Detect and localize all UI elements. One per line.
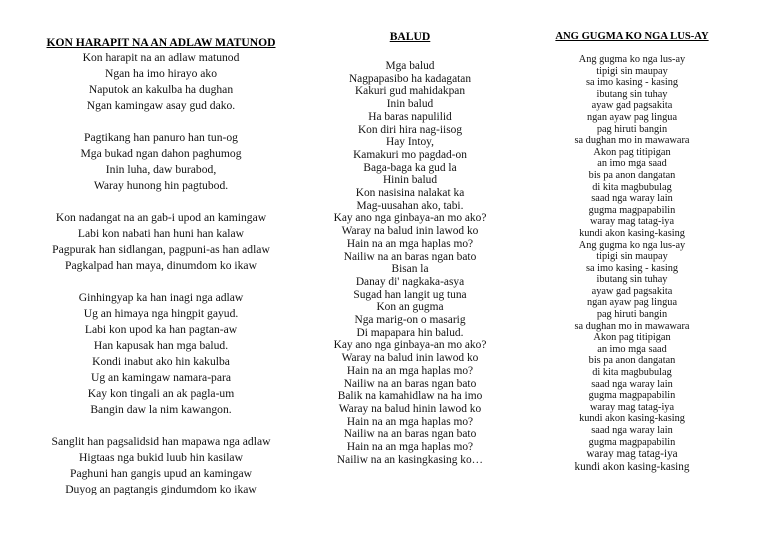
poem-line: Kon nadangat na an gab-i upod an kamingaw (55, 211, 267, 224)
poem-line: Inin balud (386, 98, 434, 111)
poem-column-kon-harapit (30, 0, 292, 495)
poem-line: Nailiw na an baras ngan bato (343, 377, 477, 390)
poem-line: Ginhingyap ka han inagi nga adlaw (78, 291, 244, 304)
poem-line: waray mag tatag-iya (586, 448, 678, 461)
poem-line: saad nga waray lain (591, 193, 673, 205)
poem-line: Hain na an mga haplas mo? (346, 441, 474, 454)
stanza-break (30, 274, 292, 290)
poem-line: Naputok an kakulba ha dughan (88, 83, 234, 96)
poem-body (528, 54, 736, 448)
poem-line: Nailiw na an kasingkasing ko… (336, 453, 484, 466)
poem-body (30, 50, 292, 495)
poem-line: Balik na kamahidlaw na ha imo (337, 390, 483, 403)
poem-line: bis pa anon dangatan (588, 355, 676, 367)
poem-line: gugma magpapabilin (588, 390, 676, 402)
poem-line: waray mag tatag-iya (589, 216, 675, 228)
poem-line: Kamakuri mo pagdad-on (353, 148, 467, 161)
poem-line: Kon diri hira nag-iisog (357, 123, 463, 136)
poem-line: Waray na balud hinin lawod ko (338, 402, 482, 415)
poem-line: saad nga waray lain (591, 378, 673, 390)
poem-line: kundi akon kasing-kasing (579, 413, 685, 425)
poem-line: Bangin daw la nim kawangon. (90, 403, 232, 416)
poem-line: Bisan la (391, 263, 429, 276)
poem-line: sa dughan mo in mawawara (574, 135, 690, 147)
poem-line: ayaw gad pagsakita (591, 100, 673, 112)
poem-line: gugma magpapabilin (588, 204, 676, 216)
poem-line: Nga marig-on o masarig (354, 314, 466, 327)
poem-line: Duyog an pagtangis gindumdom ko ikaw (65, 483, 257, 495)
poem-line: Han kapusak han mga balud. (93, 339, 229, 352)
poem-line: Kon harapit na an adlaw matunod (82, 51, 240, 64)
stanza-break (30, 114, 292, 130)
poem-line: Kon an gugma (376, 301, 444, 314)
poem-line: an imo mga saad (597, 343, 667, 355)
poem-line: tipigi sin maupay (596, 251, 668, 263)
poem-line: Hain na an mga haplas mo? (346, 364, 474, 377)
poem-line: Pagkalpad han maya, dinumdom ko ikaw (65, 259, 257, 272)
poem-line: Inin luha, daw burabod, (105, 163, 217, 176)
poem-line: Nagpapasibo ha kadagatan (348, 72, 472, 85)
poem-tail (528, 448, 736, 474)
poem-line: Pagpurak han sidlangan, pagpuni-as han adlaw (52, 243, 270, 256)
poem-line: saad nga waray lain (591, 425, 673, 436)
poem-line: Baga-baga ka gud la (363, 161, 457, 174)
poem-body (300, 60, 520, 467)
poem-line: Ug an kamingaw namara-para (90, 371, 232, 384)
poem-line: Nailiw na an baras ngan bato (343, 250, 477, 263)
poem-line: bis pa anon dangatan (588, 169, 676, 181)
poem-line: gugma magpapabilin (588, 436, 676, 448)
poem-line: sa imo kasing - kasing (585, 77, 679, 89)
poem-line: an imo mga saad (597, 158, 667, 170)
poem-line: Hay Intoy, (386, 136, 434, 149)
poem-line: ayaw gad pagsakita (591, 285, 673, 297)
poem-column-ang-gugma (528, 0, 736, 474)
poem-line: Ug an himaya nga hingpit gayud. (83, 307, 239, 320)
poem-line: Akon pag titipigan (593, 332, 671, 344)
poem-line: Sugad han langit ug tuna (353, 288, 467, 301)
poem-line: Paghuni han gangis upud an kamingaw (70, 467, 252, 480)
poem-line: Mag-uusahan ako, tabi. (356, 199, 464, 212)
poem-line: Kakuri gud mahidakpan (354, 85, 466, 98)
poem-line: Nailiw na an baras ngan bato (343, 428, 477, 441)
poem-line: Sanglit han pagsalidsid han mapawa nga adlaw (51, 435, 271, 448)
poem-line: Ngan kamingaw asay gud dako. (86, 99, 236, 112)
poem-line: Kondi inabut ako hin kakulba (92, 355, 230, 368)
poem-line: Kon nasisina nalakat ka (355, 187, 465, 200)
poem-line: kundi akon kasing-kasing (579, 227, 685, 239)
poem-line: Higtaas nga bukid luub hin kasilaw (79, 451, 243, 464)
poem-line: Waray na balud inin lawod ko (341, 225, 479, 238)
poem-line: kundi akon kasing-kasing (574, 461, 690, 474)
poem-line: ibutang sin tuhay (596, 274, 668, 286)
poem-line: waray mag tatag-iya (589, 401, 675, 413)
poem-line: Kay kon tingali an ak pagla-um (87, 387, 235, 400)
stanza-break (30, 194, 292, 210)
poem-line: ibutang sin tuhay (596, 88, 668, 100)
poem-line: Pagtikang han panuro han tun-og (84, 131, 238, 144)
poem-line: di kita magbubulag (592, 181, 672, 193)
poem-line: Mga balud (385, 60, 435, 72)
poem-line: Ang gugma ko nga lus-ay (578, 239, 686, 251)
poem-line: sa imo kasing - kasing (585, 262, 679, 274)
poem-line: di kita magbubulag (592, 367, 672, 379)
poem-line: Hain na an mga haplas mo? (346, 415, 474, 428)
poem-line: tipigi sin maupay (596, 65, 668, 77)
poem-line: Hinin balud (382, 174, 438, 187)
poem-line: ngan ayaw pag lingua (586, 297, 678, 309)
poem-line: Waray na balud inin lawod ko (341, 352, 479, 365)
poem-line: Kay ano nga ginbaya-an mo ako? (333, 339, 487, 352)
poem-line: Mga bukad ngan dahon paghumog (80, 147, 242, 160)
poem-line: Waray hunong hin pagtubod. (93, 179, 229, 192)
poem-line: Danay di' nagkaka-asya (355, 275, 465, 288)
poem-line: Ngan ha imo hirayo ako (104, 67, 218, 80)
poem-line: Labi kon upod ka han pagtan-aw (84, 323, 238, 336)
poem-column-balud (300, 0, 520, 467)
poem-title: ANG GUGMA KO NGA LUS-AY (555, 31, 709, 42)
poem-line: Ha baras napulilid (368, 110, 452, 123)
poem-line: Labi kon nabati han huni han kalaw (77, 227, 245, 240)
poem-title: BALUD (389, 30, 431, 43)
poem-line: Hain na an mga haplas mo? (346, 237, 474, 250)
poem-line: sa dughan mo in mawawara (574, 320, 690, 332)
poem-line: ngan ayaw pag lingua (586, 111, 678, 123)
poem-line: pag hiruti bangin (596, 309, 668, 321)
stanza-break (30, 418, 292, 434)
poem-line: Akon pag titipigan (593, 146, 671, 158)
poem-line: pag hiruti bangin (596, 123, 668, 135)
poem-line: Kay ano nga ginbaya-an mo ako? (333, 212, 487, 225)
poem-line: Ang gugma ko nga lus-ay (578, 54, 686, 65)
poem-line: Di mapapara hin balud. (356, 326, 464, 339)
poem-title: KON HARAPIT NA AN ADLAW MATUNOD (46, 36, 276, 49)
